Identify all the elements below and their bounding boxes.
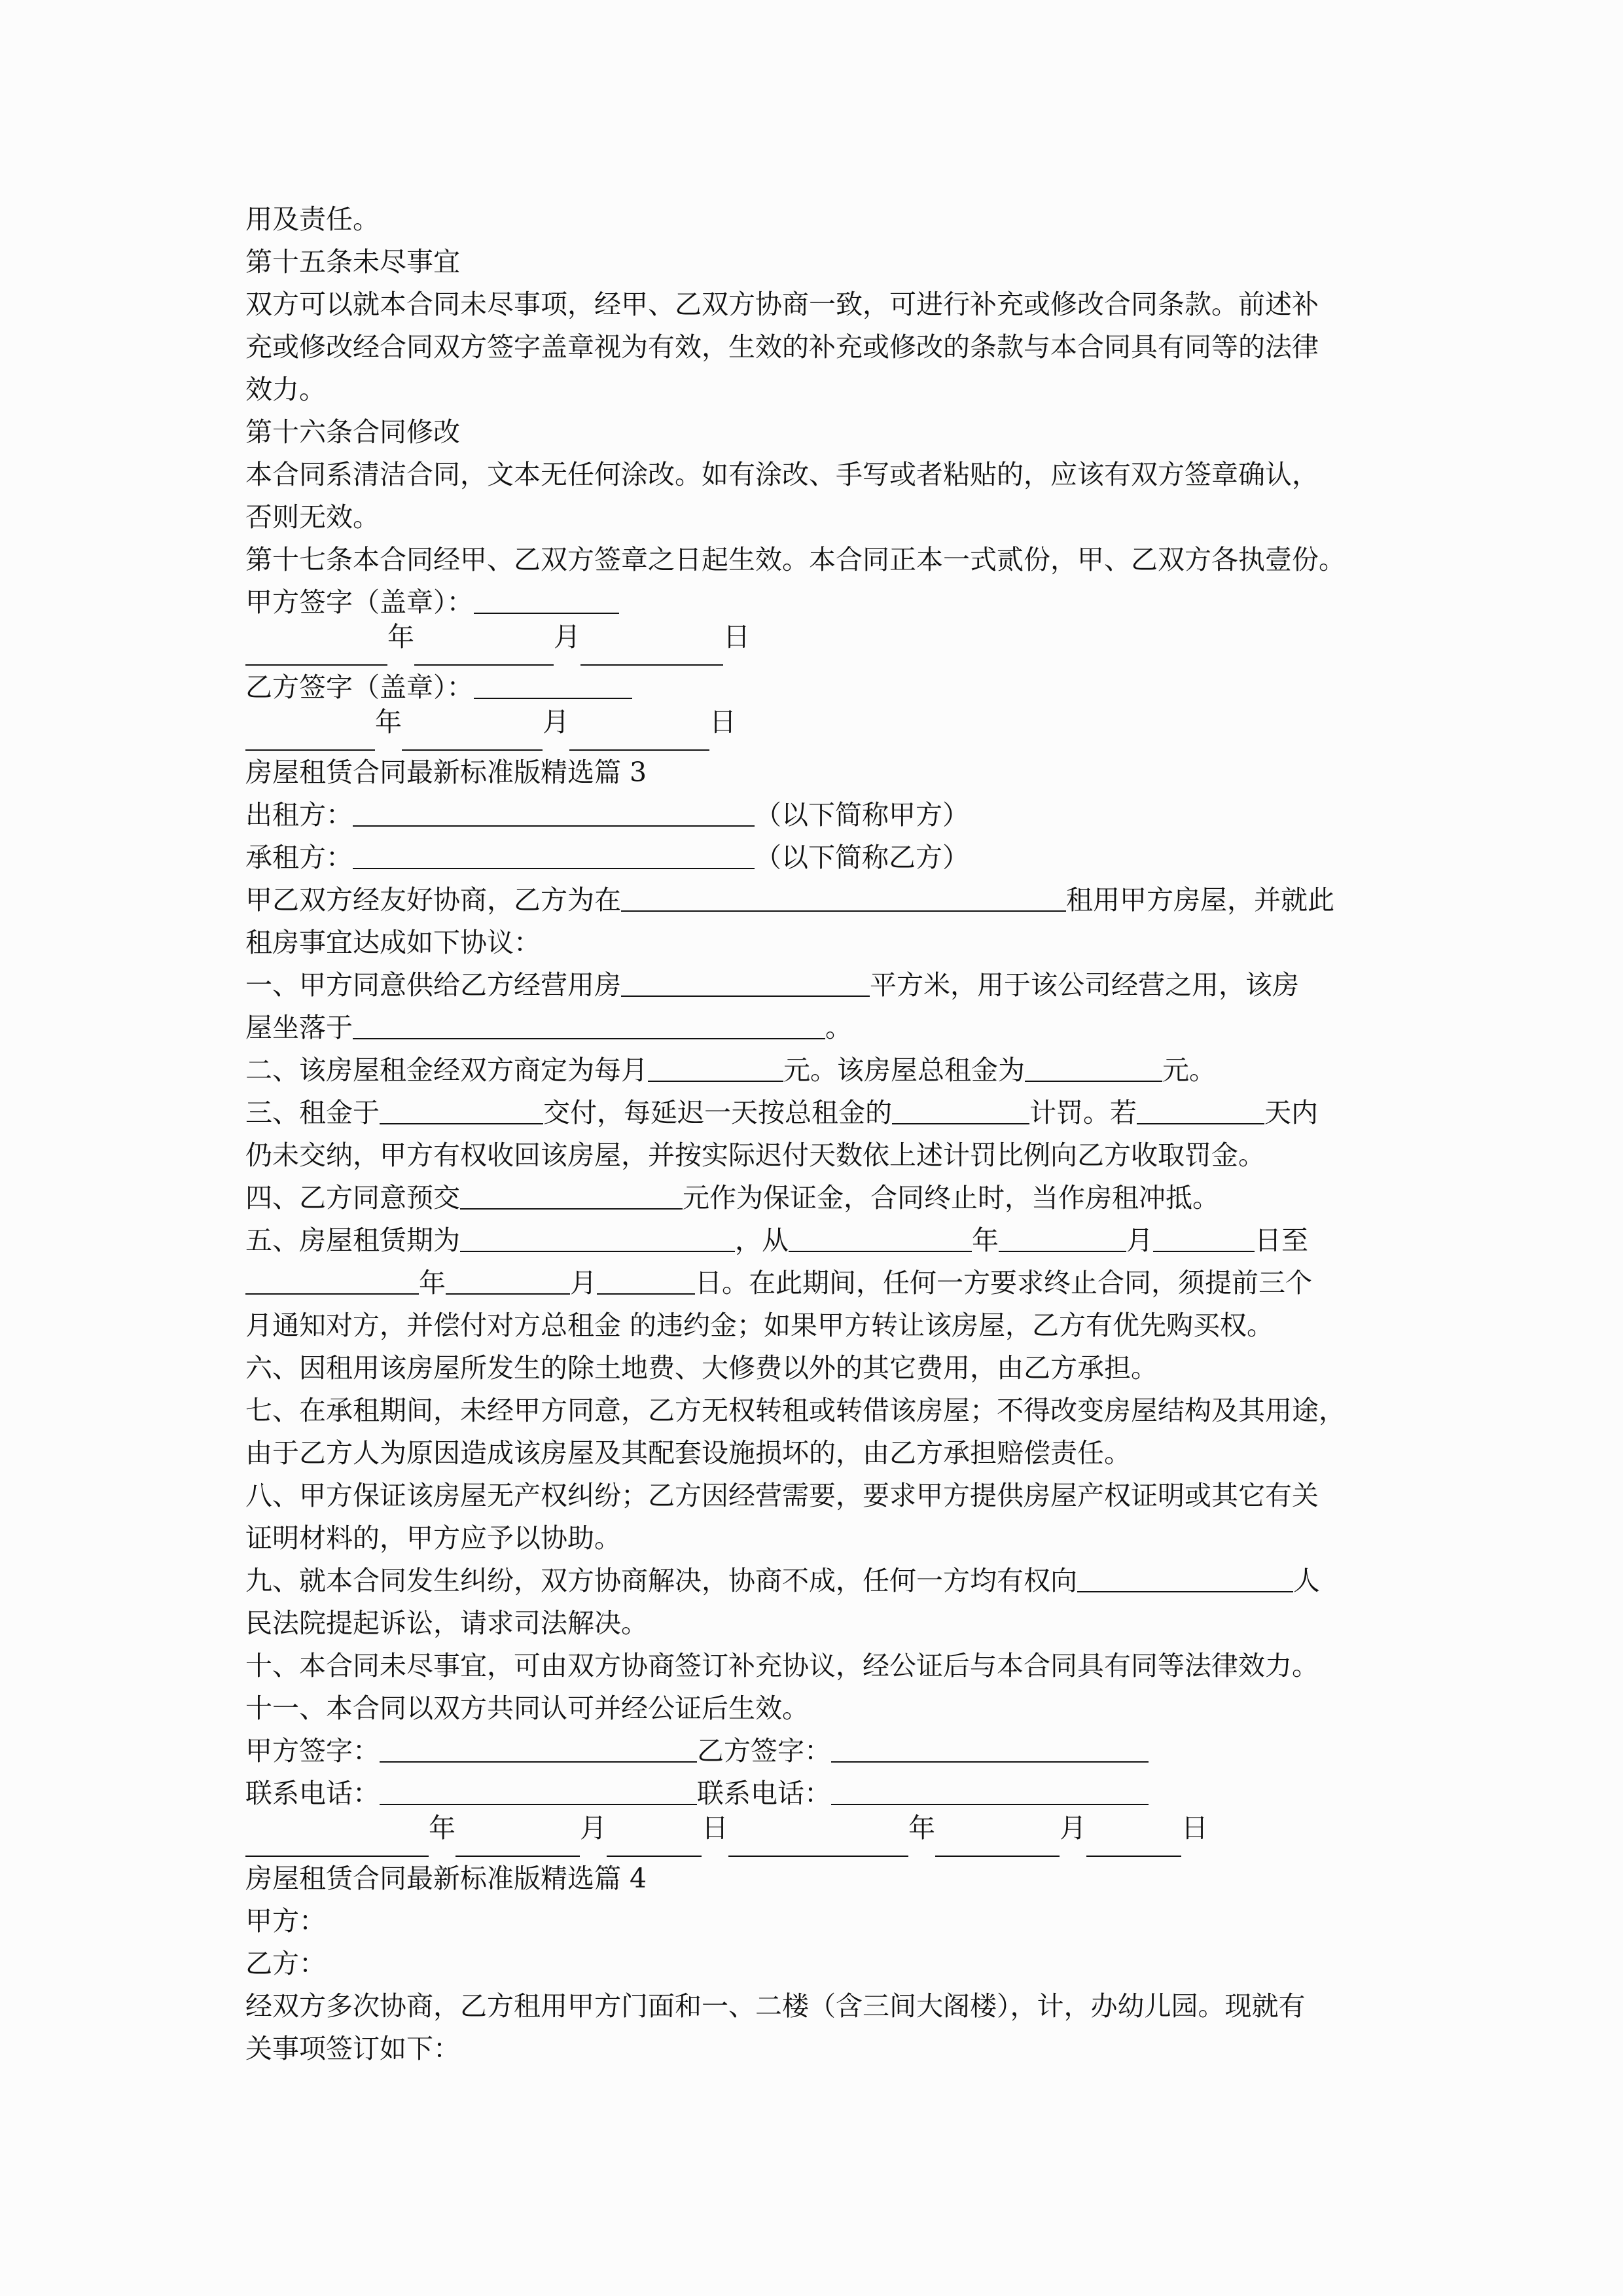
days-blank[interactable] — [1137, 1094, 1264, 1124]
clause-11 — [245, 1688, 1384, 1731]
paragraph-text: 十一、本合同以双方共同认可并经公证后生效。 — [245, 1693, 809, 1724]
document-page — [245, 199, 1384, 2071]
text-line — [245, 454, 1384, 497]
clause-1-cont — [245, 1007, 1384, 1050]
year-label: 年 — [387, 621, 414, 653]
paragraph-text: 日。在此期间，任何一方要求终止合同，须提前三个 — [695, 1267, 1312, 1299]
paragraph-text: 仍未交纳，甲方有权收回该房屋，并按实际迟付天数依上述计罚比例向乙方收取罚金。 — [245, 1139, 1265, 1171]
lessee-line — [245, 837, 1384, 880]
paragraph-text: 租用甲方房屋，并就此 — [1066, 884, 1334, 916]
signature-line — [245, 1731, 1384, 1773]
paragraph-text: 经双方多次协商，乙方租用甲方门面和一、二楼（含三间大阁楼），计，办幼儿园。现就有 — [245, 1990, 1306, 2022]
intro-line — [245, 2028, 1384, 2071]
party-a-phone-blank[interactable] — [380, 1775, 697, 1805]
article-heading — [245, 412, 1384, 454]
clause-3 — [245, 1092, 1384, 1135]
paragraph-text: 天内 — [1264, 1097, 1318, 1128]
deposit-blank[interactable] — [460, 1179, 683, 1210]
party-b-signature-line — [245, 667, 1384, 709]
clause-7 — [245, 1390, 1384, 1433]
paragraph-text: 元。 — [1162, 1054, 1216, 1086]
lessee-blank[interactable] — [353, 839, 755, 869]
day-blank[interactable] — [580, 636, 723, 666]
phone-line — [245, 1773, 1384, 1816]
paragraph-text: 元作为保证金，合同终止时，当作房租冲抵。 — [683, 1182, 1219, 1213]
lessee-suffix: （以下简称乙方） — [755, 842, 969, 873]
end-day-blank[interactable] — [597, 1265, 695, 1295]
text-line — [245, 369, 1384, 412]
lessor-blank[interactable] — [353, 797, 755, 827]
paragraph-text: 年 — [419, 1267, 446, 1299]
month-label: 月 — [1060, 1812, 1086, 1844]
text-line — [245, 199, 1384, 242]
day-label: 日 — [702, 1812, 728, 1844]
party-b-signature-label: 乙方签字（盖章）： — [245, 672, 474, 703]
total-rent-blank[interactable] — [1025, 1052, 1162, 1082]
paragraph-text: 证明材料的，甲方应予以协助。 — [245, 1522, 621, 1554]
paragraph-text: 交付，每延迟一天按总租金的 — [543, 1097, 892, 1128]
court-blank[interactable] — [1077, 1562, 1293, 1592]
party-a-sign-blank[interactable] — [380, 1732, 697, 1763]
party-a-label: 甲方： — [245, 1905, 326, 1937]
text-line — [245, 539, 1384, 582]
start-year-blank[interactable] — [789, 1222, 972, 1252]
paragraph-text: 租房事宜达成如下协议： — [245, 927, 541, 958]
intro-line — [245, 922, 1384, 965]
paragraph-text: ，从 — [735, 1225, 789, 1256]
party-a-signature-blank[interactable] — [474, 584, 619, 614]
clause-8-cont — [245, 1518, 1384, 1560]
term-blank[interactable] — [460, 1222, 735, 1252]
party-b-signature-blank[interactable] — [474, 669, 632, 699]
paragraph-text: 六、因租用该房屋所发生的除土地费、大修费以外的其它费用，由乙方承担。 — [245, 1352, 1158, 1384]
month-blank[interactable] — [402, 721, 543, 751]
text-line — [245, 284, 1384, 327]
penalty-rate-blank[interactable] — [892, 1094, 1029, 1124]
paragraph-text: 月 — [570, 1267, 597, 1299]
paragraph-text: 月 — [1126, 1225, 1153, 1256]
section-title — [245, 752, 1384, 795]
party-b-phone-label: 联系电话： — [697, 1778, 831, 1809]
year-label: 年 — [908, 1812, 935, 1844]
paragraph-text: 本合同系清洁合同，文本无任何涂改。如有涂改、手写或者粘贴的，应该有双方签章确认， — [245, 459, 1319, 490]
month-label: 月 — [543, 706, 569, 738]
paragraph-text: 屋坐落于 — [245, 1012, 353, 1043]
monthly-rent-blank[interactable] — [648, 1052, 783, 1082]
location-blank[interactable] — [353, 1009, 825, 1039]
intro-line — [245, 880, 1384, 922]
party-b-date-line — [245, 706, 1384, 752]
day-blank[interactable] — [569, 721, 709, 751]
party-b-sign-blank[interactable] — [831, 1732, 1149, 1763]
end-year-blank[interactable] — [245, 1265, 419, 1295]
paragraph-text: 元。该房屋总租金为 — [783, 1054, 1025, 1086]
purpose-blank[interactable] — [621, 882, 1066, 912]
paragraph-text: 七、在承租期间，未经甲方同意，乙方无权转租或转借该房屋；不得改变房屋结构及其用途， — [245, 1395, 1346, 1426]
clause-5-cont — [245, 1263, 1384, 1305]
paragraph-text: 效力。 — [245, 374, 326, 405]
party-a-phone-label: 联系电话： — [245, 1778, 380, 1809]
clause-3-cont — [245, 1135, 1384, 1177]
paragraph-text: 人 — [1293, 1565, 1320, 1596]
paragraph-text: 十、本合同未尽事宜，可由双方协商签订补充协议，经公证后与本合同具有同等法律效力。 — [245, 1650, 1319, 1681]
day-label: 日 — [1181, 1812, 1208, 1844]
day-label: 日 — [723, 621, 750, 653]
paragraph-text: 一、甲方同意供给乙方经营用房 — [245, 969, 621, 1001]
month-label: 月 — [554, 621, 580, 653]
paragraph-text: 三、租金于 — [245, 1097, 380, 1128]
paragraph-text: 八、甲方保证该房屋无产权纠纷；乙方因经营需要，要求甲方提供房屋产权证明或其它有关 — [245, 1480, 1319, 1511]
party-a-month-blank[interactable] — [455, 1827, 580, 1857]
lessee-label: 承租方： — [245, 842, 353, 873]
paragraph-text: 民法院提起诉讼，请求司法解决。 — [245, 1607, 648, 1639]
paragraph-text: 双方可以就本合同未尽事项，经甲、乙双方协商一致，可进行补充或修改合同条款。前述补 — [245, 289, 1319, 320]
party-a-signature-label: 甲方签字（盖章）： — [245, 586, 474, 618]
text-line — [245, 497, 1384, 539]
clause-9-cont — [245, 1603, 1384, 1645]
paragraph-text: 九、就本合同发生纠纷，双方协商解决，协商不成，任何一方均有权向 — [245, 1565, 1077, 1596]
clause-5-cont — [245, 1305, 1384, 1348]
area-blank[interactable] — [621, 967, 870, 997]
paragraph-text: 由于乙方人为原因造成该房屋及其配套设施损坏的，由乙方承担赔偿责任。 — [245, 1437, 1131, 1469]
heading-text: 第十五条未尽事宜 — [245, 246, 460, 278]
paragraph-text: 月通知对方，并偿付对方总租金 的违约金；如果甲方转让该房屋，乙方有优先购买权。 — [245, 1310, 1274, 1341]
heading-text: 第十六条合同修改 — [245, 416, 460, 448]
party-b-phone-blank[interactable] — [831, 1775, 1149, 1805]
end-month-blank[interactable] — [446, 1265, 570, 1295]
clause-7-cont — [245, 1433, 1384, 1475]
paragraph-text: 二、该房屋租金经双方商定为每月 — [245, 1054, 648, 1086]
paragraph-text: 关事项签订如下： — [245, 2033, 460, 2064]
section-title — [245, 1858, 1384, 1901]
text-line — [245, 327, 1384, 369]
party-a-day-blank[interactable] — [607, 1827, 702, 1857]
start-day-blank[interactable] — [1153, 1222, 1255, 1252]
year-blank[interactable] — [245, 636, 387, 666]
party-b-sign-label: 乙方签字： — [697, 1735, 831, 1767]
paragraph-text: 用及责任。 — [245, 204, 380, 235]
month-blank[interactable] — [414, 636, 554, 666]
year-blank[interactable] — [245, 721, 375, 751]
date-line — [245, 1812, 1384, 1858]
clause-8 — [245, 1475, 1384, 1518]
paragraph-text: 充或修改经合同双方签字盖章视为有效，生效的补充或修改的条款与本合同具有同等的法律 — [245, 331, 1319, 363]
clause-4 — [245, 1177, 1384, 1220]
year-label: 年 — [429, 1812, 455, 1844]
lessor-suffix: （以下简称甲方） — [755, 799, 969, 831]
party-b-year-blank[interactable] — [728, 1827, 908, 1857]
paragraph-text: 五、房屋租赁期为 — [245, 1225, 460, 1256]
party-a-sign-label: 甲方签字： — [245, 1735, 380, 1767]
clause-6 — [245, 1348, 1384, 1390]
paragraph-text: 甲乙双方经友好协商，乙方为在 — [245, 884, 621, 916]
paragraph-text: 日至 — [1255, 1225, 1308, 1256]
party-a-year-blank[interactable] — [245, 1827, 429, 1857]
paragraph-text: 四、乙方同意预交 — [245, 1182, 460, 1213]
day-label: 日 — [709, 706, 736, 738]
year-label: 年 — [375, 706, 402, 738]
clause-1 — [245, 965, 1384, 1007]
party-a-date-line — [245, 621, 1384, 667]
paragraph-text: 第十七条本合同经甲、乙双方签章之日起生效。本合同正本一式贰份，甲、乙双方各执壹份。 — [245, 544, 1346, 575]
article-heading — [245, 242, 1384, 284]
paragraph-text: 年 — [972, 1225, 999, 1256]
clause-5 — [245, 1220, 1384, 1263]
paragraph-text: 平方米，用于该公司经营之用，该房 — [870, 969, 1299, 1001]
paragraph-text: 计罚。若 — [1029, 1097, 1137, 1128]
clause-10 — [245, 1645, 1384, 1688]
paragraph-text: 否则无效。 — [245, 501, 380, 533]
party-b-month-blank[interactable] — [935, 1827, 1060, 1857]
section-title-text: 房屋租赁合同最新标准版精选篇 4 — [245, 1863, 647, 1894]
lessor-label: 出租方： — [245, 799, 353, 831]
clause-9 — [245, 1560, 1384, 1603]
party-b-day-blank[interactable] — [1086, 1827, 1181, 1857]
lessor-line — [245, 795, 1384, 837]
party-a-signature-line — [245, 582, 1384, 624]
section-title-text: 房屋租赁合同最新标准版精选篇 3 — [245, 757, 647, 788]
party-b-line — [245, 1943, 1384, 1986]
month-label: 月 — [580, 1812, 607, 1844]
party-a-line — [245, 1901, 1384, 1943]
payment-date-blank[interactable] — [380, 1094, 543, 1124]
clause-2 — [245, 1050, 1384, 1092]
paragraph-text: 。 — [825, 1012, 852, 1043]
start-month-blank[interactable] — [999, 1222, 1126, 1252]
intro-line — [245, 1986, 1384, 2028]
party-b-label: 乙方： — [245, 1948, 326, 1979]
